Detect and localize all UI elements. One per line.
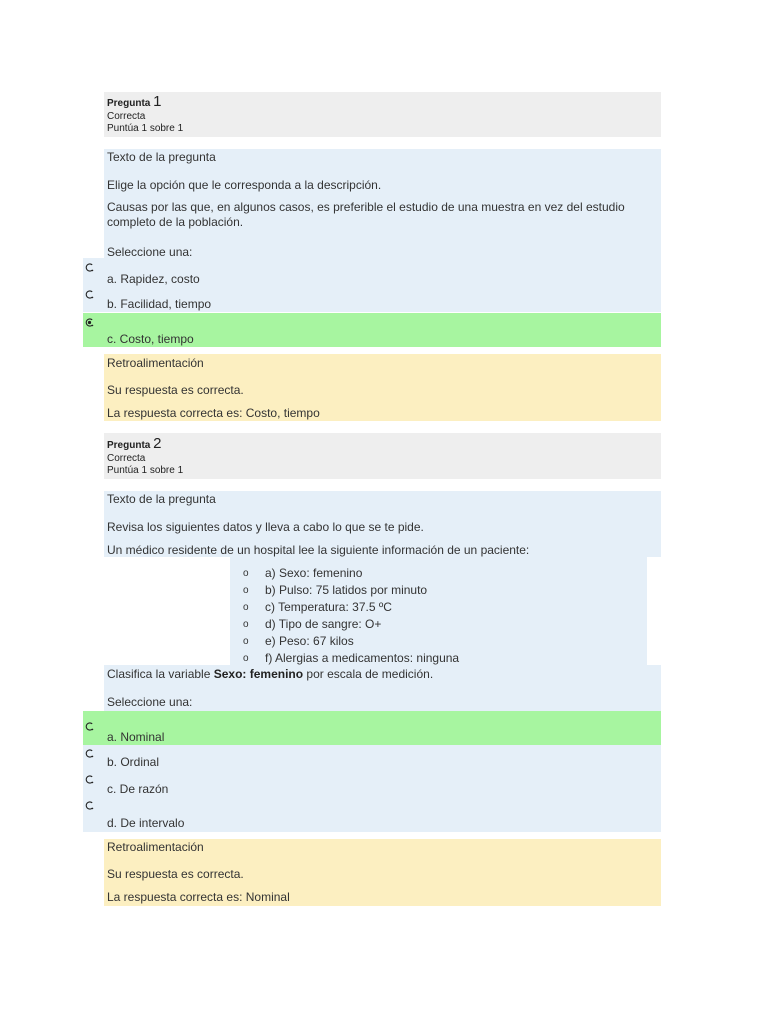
q2-option-b-label: b. Ordinal <box>107 755 160 769</box>
radio-unchecked-icon[interactable] <box>85 263 94 272</box>
q2-option-d[interactable] <box>83 798 661 832</box>
q1-feedback-answer: La respuesta correcta es: Costo, tiempo <box>107 406 320 420</box>
radio-unchecked-icon[interactable] <box>85 749 94 758</box>
list-item: o b) Pulso: 75 latidos por minuto <box>243 583 428 597</box>
q2-option-c[interactable] <box>83 772 661 798</box>
radio-checked-icon[interactable] <box>85 318 94 327</box>
list-bullet: o <box>243 653 249 664</box>
q1-prompt: Causas por las que, en algunos casos, es preferible el estudio de una muestra en vez del estudio completo de la población. <box>107 200 625 229</box>
q1-instruction: Elige la opción que le corresponda a la descripción. <box>107 178 382 192</box>
q2-feedback-result: Su respuesta es correcta. <box>107 867 244 881</box>
q2-feedback-answer: La respuesta correcta es: Nominal <box>107 890 290 904</box>
list-item: o f) Alergias a medicamentos: ninguna <box>243 651 460 665</box>
q1-option-c-label: c. Costo, tiempo <box>107 332 194 346</box>
q2-option-c-label: c. De razón <box>107 782 169 796</box>
list-bullet: o <box>243 619 249 630</box>
radio-unchecked-icon[interactable] <box>85 801 94 810</box>
q2-select-label: Seleccione una: <box>107 695 193 709</box>
q2-data-list <box>243 565 643 667</box>
list-item: o e) Peso: 67 kilos <box>243 634 354 648</box>
list-bullet: o <box>243 636 249 647</box>
q2-text-heading: Texto de la pregunta <box>107 492 216 506</box>
radio-unchecked-icon[interactable] <box>85 775 94 784</box>
list-item: o c) Temperatura: 37.5 ºC <box>243 600 392 614</box>
list-item: o d) Tipo de sangre: O+ <box>243 617 382 631</box>
list-bullet: o <box>243 602 249 613</box>
q2-number: 2 <box>153 435 162 452</box>
q1-option-a-label: a. Rapidez, costo <box>107 272 200 286</box>
list-bullet: o <box>243 585 249 596</box>
q1-header <box>104 92 661 137</box>
q1-score: Puntúa 1 sobre 1 <box>107 123 184 134</box>
q2-classify-variable: Sexo: femenino <box>213 667 304 681</box>
q1-option-b-label: b. Facilidad, tiempo <box>107 297 212 311</box>
q1-option-b[interactable] <box>83 288 661 314</box>
q2-option-b[interactable] <box>83 746 661 772</box>
q2-feedback-heading: Retroalimentación <box>107 840 204 854</box>
q1-text-heading: Texto de la pregunta <box>107 150 216 164</box>
q2-score: Puntúa 1 sobre 1 <box>107 465 184 476</box>
q2-classify: Clasifica la variable Sexo: femenino por escala de medición. <box>107 667 434 681</box>
q2-title: Pregunta 2 <box>107 435 162 452</box>
q1-number: 1 <box>153 93 162 110</box>
q1-feedback-result: Su respuesta es correcta. <box>107 383 244 397</box>
q1-feedback-heading: Retroalimentación <box>107 356 204 370</box>
q2-option-a[interactable] <box>83 711 661 745</box>
list-bullet: o <box>243 568 249 579</box>
q2-prompt: Un médico residente de un hospital lee la siguiente información de un paciente: <box>107 543 530 557</box>
q2-header <box>104 433 661 479</box>
q2-option-d-label: d. De intervalo <box>107 816 185 830</box>
q1-status: Correcta <box>107 111 146 122</box>
q2-instruction: Revisa los siguientes datos y lleva a cabo lo que se te pide. <box>107 520 424 534</box>
list-item: o a) Sexo: femenino <box>243 566 363 580</box>
radio-unchecked-icon[interactable] <box>85 722 94 731</box>
q1-title: Pregunta 1 <box>107 93 162 110</box>
q1-select-label: Seleccione una: <box>107 245 193 259</box>
q1-option-a[interactable] <box>83 262 661 288</box>
radio-unchecked-icon[interactable] <box>85 290 94 299</box>
q2-option-a-label: a. Nominal <box>107 730 165 744</box>
q2-status: Correcta <box>107 453 146 464</box>
q1-option-c[interactable] <box>83 313 661 347</box>
